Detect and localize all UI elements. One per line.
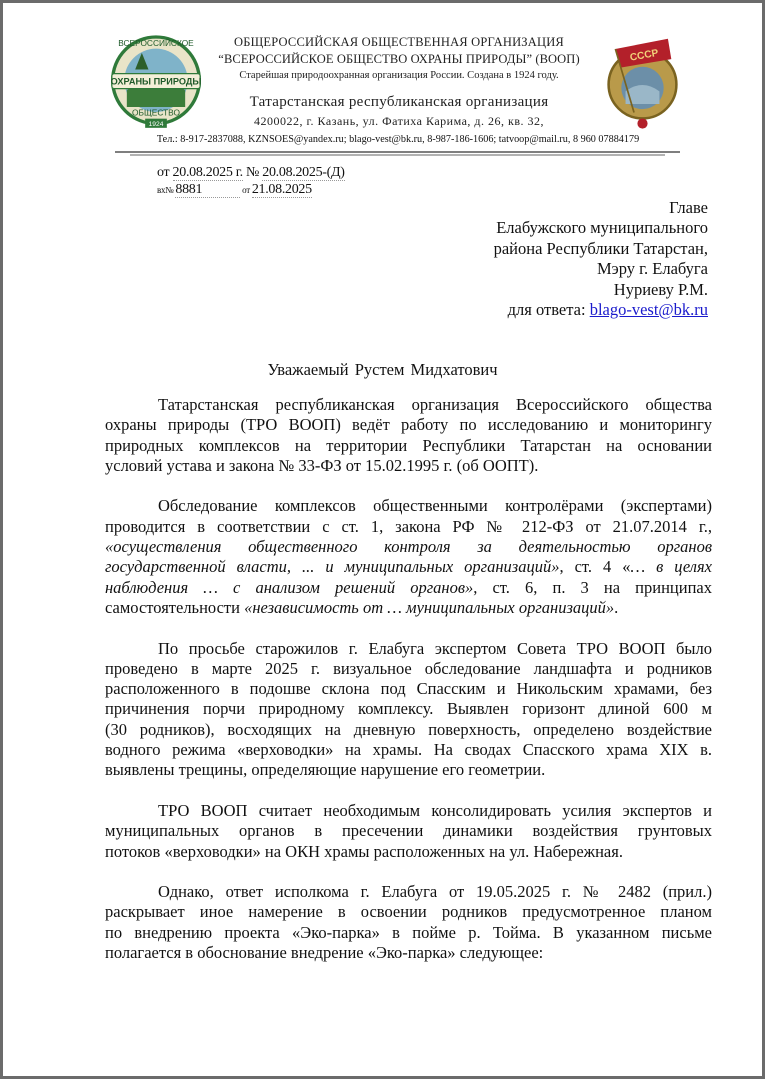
addressee-line: Нуриеву Р.М. [613, 279, 708, 299]
order-badge-logo [600, 32, 685, 132]
text-segment: водного режима «верховодки» на храмы. На сводах Спасского храма XIX в. [105, 740, 712, 760]
svg-text:ВСЕРОССИЙСКОЕ: ВСЕРОССИЙСКОЕ [118, 38, 194, 49]
paragraph-line [105, 436, 712, 456]
paragraph [105, 639, 712, 781]
text-segment: (30 родников), восходящих на дневную поверхность, определено воздействие [105, 719, 712, 739]
ref-label: от [157, 165, 173, 180]
text-segment: Однако, ответ исполкома г. Елабуга от 19.05.2025 г. № 2482 (прил.) [158, 882, 712, 902]
letter-body [105, 395, 712, 984]
paragraph-line [105, 496, 712, 516]
org-full-name: “ВСЕРОССИЙСКОЕ ОБЩЕСТВО ОХРАНЫ ПРИРОДЫ” (ВООП) [218, 52, 580, 66]
text-segment: проводится в соответствии с ст. 1, закона РФ № 212-ФЗ от 21.07.2014 г., [105, 516, 712, 536]
text-segment: проведено в марте 2025 г. визуальное обследование ландшафта и родников [105, 658, 712, 678]
paragraph-line [105, 557, 712, 577]
paragraph-line [105, 415, 712, 435]
paragraph-line [105, 395, 712, 415]
paragraph-line [105, 801, 712, 821]
outgoing-date: 20.08.2025 г. [172, 165, 243, 180]
text-segment: По просьбе старожилов г. Елабуга экспертом Совета ТРО ВООП было [158, 638, 712, 658]
incoming-reference [157, 182, 312, 198]
paragraph [105, 395, 712, 476]
paragraph-line [105, 760, 712, 780]
paragraph-line [105, 639, 712, 659]
paragraph-line [105, 598, 712, 618]
italic-quote: «осуществления общественного контроля за деятельностью органов [105, 537, 712, 557]
paragraph [105, 496, 712, 618]
paragraph-line [105, 456, 712, 476]
voop-emblem-logo [110, 32, 202, 132]
text-segment: выявлены трещины, определяющие нарушение его геометрии. [105, 760, 546, 780]
text-segment: Татарстанская республиканская организация Всероссийского общества [158, 395, 712, 414]
org-tagline: Старейшая природоохранная организация России. Создана в 1924 году. [239, 70, 559, 81]
addressee-line: района Республики Татарстан, [493, 238, 708, 258]
paragraph-line [105, 821, 712, 841]
text-segment: ТРО ВООП считает необходимым консолидировать усилия экспертов и [158, 800, 712, 820]
paragraph-line [105, 517, 712, 537]
paragraph-line [105, 720, 712, 740]
reply-label: для ответа: [507, 300, 590, 320]
paragraph-line [105, 699, 712, 719]
reply-line [494, 300, 708, 320]
paragraph-line [105, 537, 712, 557]
text-segment: условий устава и закона № 33-ФЗ от 15.02.1995 г. (об ООПТ). [105, 455, 539, 475]
text-segment: раскрывает иное намерение в освоении родников предусмотренное планом [105, 902, 712, 922]
text-segment: . [614, 597, 619, 617]
italic-quote: … в целях [630, 557, 712, 577]
italic-quote: наблюдения … с анализом решений органов» [105, 577, 474, 597]
paragraph [105, 882, 712, 963]
paragraph-line [105, 902, 712, 922]
text-segment: , ст. 4 « [559, 557, 631, 577]
org-contacts: Тел.: 8-917-2837088, KZNSOES@yandex.ru; blago-vest@bk.ru, 8-987-186-1606; tatvoop@mail.ru, 8 960 07884179 [156, 134, 640, 145]
text-segment: потоков «верховодки» на ОКН храмы расположенных на ул. Набережная. [105, 841, 623, 861]
addressee-line: Мэру г. Елабуга [596, 259, 708, 279]
text-segment: Обследование комплексов общественными контролёрами (экспертами) [158, 496, 712, 516]
text-segment: муниципальных органов в пресечении динамики воздействия грунтовых [105, 821, 712, 841]
branch-name: Татарстанская республиканская организация [249, 94, 549, 110]
text-segment: причинения порчи природному комплексу. Выявлен горизонт длиной 600 м [105, 699, 712, 719]
paragraph-line [105, 740, 712, 760]
svg-text:ОБЩЕСТВО: ОБЩЕСТВО [132, 107, 180, 118]
paragraph-line [105, 679, 712, 699]
text-segment: природных комплексов на территории Республики Татарстан на основании [105, 435, 712, 455]
text-segment: охраны природы (ТРО ВООП) ведёт работу по исследованию и мониторингу [105, 415, 712, 435]
svg-text:СССР: СССР [629, 47, 660, 64]
org-address: 4200022, г. Казань, ул. Фатиха Карима, д. 26, кв. 32, [253, 114, 545, 128]
incoming-date: 21.08.2025 [251, 182, 312, 197]
text-segment: полагается в обоснование внедрение «Эко-парка» следующее: [105, 943, 544, 963]
incoming-number: 8881 [175, 182, 240, 198]
text-segment: самостоятельности [105, 597, 245, 617]
addressee-line: Елабужского муниципального [496, 218, 708, 238]
italic-quote: «независимость от … муниципальных организаций» [244, 597, 615, 617]
ref-no-label: № [242, 165, 263, 180]
text-segment: по внедрению проекта «Эко-парка» в пойме р. Тойма. В указанном письме [105, 922, 712, 942]
italic-quote: государственной власти, ... и муниципальных организаций» [105, 557, 560, 577]
paragraph-line [105, 659, 712, 679]
text-segment: , ст. 6, п. 3 на принципах [473, 577, 712, 597]
paragraph-line [105, 578, 712, 598]
outgoing-reference [157, 165, 345, 181]
svg-text:1924: 1924 [148, 121, 164, 129]
org-name-line: ОБЩЕРОССИЙСКАЯ ОБЩЕСТВЕННАЯ ОРГАНИЗАЦИЯ [234, 35, 564, 49]
svg-text:ОХРАНЫ ПРИРОДЫ: ОХРАНЫ ПРИРОДЫ [110, 76, 202, 87]
header-divider [115, 149, 680, 159]
addressee-line: Главе [669, 198, 708, 217]
reply-email-link[interactable]: blago-vest@bk.ru [589, 300, 708, 320]
paragraph-line [105, 842, 712, 862]
paragraph-line [105, 923, 712, 943]
paragraph-line [105, 943, 712, 963]
outgoing-number: 20.08.2025-(Д) [262, 165, 345, 180]
paragraph [105, 801, 712, 862]
incoming-date-label: от [240, 185, 252, 195]
addressee-block [494, 198, 708, 320]
paragraph-line [105, 882, 712, 902]
greeting: Уважаемый Рустем Мидхатович [267, 360, 498, 379]
text-segment: расположенного в подошве склона под Спасским и Никольским храмами, без [105, 679, 712, 699]
incoming-label: вх№ [157, 185, 176, 195]
